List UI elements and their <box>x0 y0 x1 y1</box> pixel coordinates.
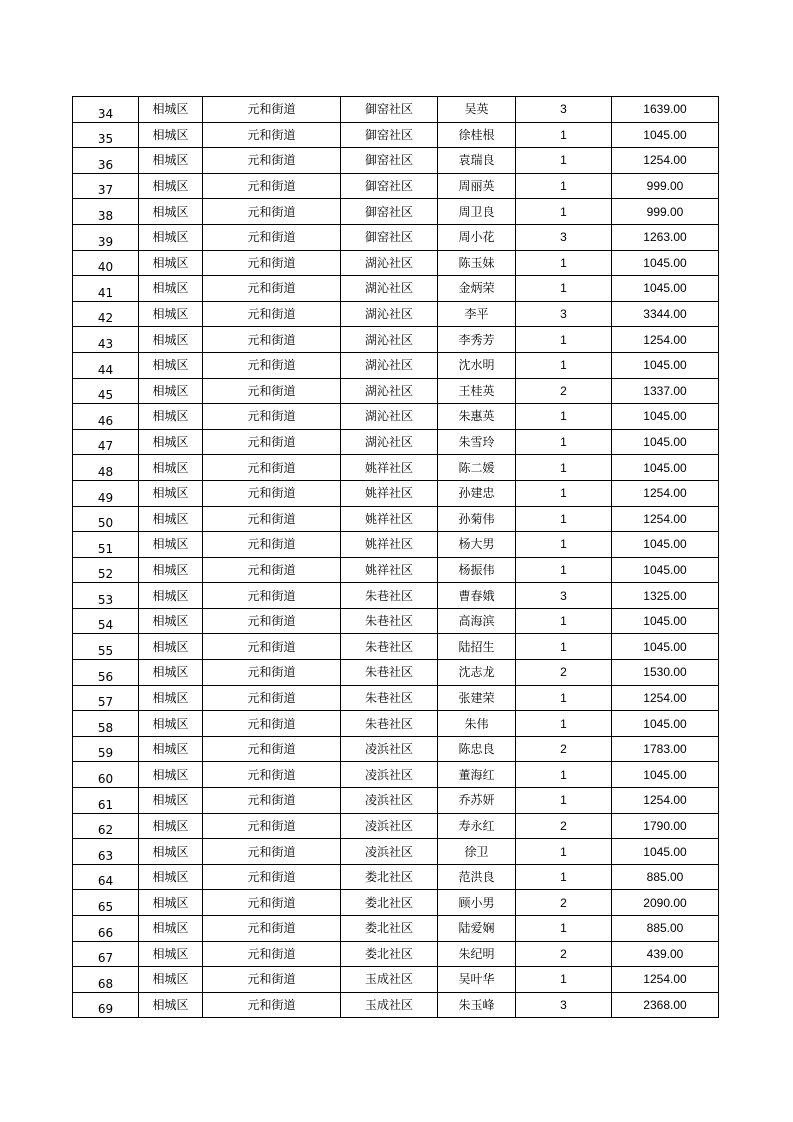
household-count-cell: 1 <box>516 967 612 993</box>
district-cell: 相城区 <box>139 557 203 583</box>
person-name-cell: 徐桂根 <box>438 122 516 148</box>
row-number-cell: 63 <box>73 839 139 865</box>
household-count-cell: 1 <box>516 173 612 199</box>
community-cell: 湖沁社区 <box>341 276 438 302</box>
table-row <box>73 532 719 558</box>
street-cell: 元和街道 <box>203 532 341 558</box>
person-name-cell: 陆招生 <box>438 634 516 660</box>
amount-cell: 1045.00 <box>612 711 719 737</box>
community-cell: 湖沁社区 <box>341 429 438 455</box>
person-name-cell: 董海红 <box>438 762 516 788</box>
street-cell: 元和街道 <box>203 890 341 916</box>
row-number-cell: 38 <box>73 199 139 225</box>
amount-cell: 1337.00 <box>612 378 719 404</box>
row-number-cell: 45 <box>73 378 139 404</box>
person-name-cell: 周丽英 <box>438 173 516 199</box>
district-cell: 相城区 <box>139 660 203 686</box>
street-cell: 元和街道 <box>203 583 341 609</box>
community-cell: 姚祥社区 <box>341 455 438 481</box>
table-row <box>73 762 719 788</box>
community-cell: 朱巷社区 <box>341 608 438 634</box>
street-cell: 元和街道 <box>203 711 341 737</box>
amount-cell: 1045.00 <box>612 122 719 148</box>
community-cell: 湖沁社区 <box>341 404 438 430</box>
amount-cell: 1045.00 <box>612 839 719 865</box>
table-row <box>73 378 719 404</box>
district-cell: 相城区 <box>139 788 203 814</box>
row-number-cell: 39 <box>73 224 139 250</box>
district-cell: 相城区 <box>139 148 203 174</box>
district-cell: 相城区 <box>139 736 203 762</box>
street-cell: 元和街道 <box>203 608 341 634</box>
street-cell: 元和街道 <box>203 685 341 711</box>
amount-cell: 1045.00 <box>612 762 719 788</box>
street-cell: 元和街道 <box>203 557 341 583</box>
household-count-cell: 1 <box>516 250 612 276</box>
district-cell: 相城区 <box>139 327 203 353</box>
community-cell: 凌浜社区 <box>341 788 438 814</box>
person-name-cell: 周卫良 <box>438 199 516 225</box>
person-name-cell: 李平 <box>438 301 516 327</box>
street-cell: 元和街道 <box>203 736 341 762</box>
person-name-cell: 朱纪明 <box>438 941 516 967</box>
household-count-cell: 1 <box>516 762 612 788</box>
amount-cell: 2368.00 <box>612 992 719 1018</box>
district-cell: 相城区 <box>139 506 203 532</box>
community-cell: 御窑社区 <box>341 224 438 250</box>
household-count-cell: 1 <box>516 711 612 737</box>
household-count-cell: 1 <box>516 916 612 942</box>
community-cell: 御窑社区 <box>341 148 438 174</box>
amount-cell: 999.00 <box>612 199 719 225</box>
community-cell: 湖沁社区 <box>341 352 438 378</box>
household-count-cell: 2 <box>516 660 612 686</box>
community-cell: 朱巷社区 <box>341 685 438 711</box>
street-cell: 元和街道 <box>203 224 341 250</box>
street-cell: 元和街道 <box>203 404 341 430</box>
community-cell: 御窑社区 <box>341 199 438 225</box>
table-row <box>73 404 719 430</box>
row-number-cell: 43 <box>73 327 139 353</box>
community-cell: 湖沁社区 <box>341 301 438 327</box>
amount-cell: 1783.00 <box>612 736 719 762</box>
household-count-cell: 1 <box>516 506 612 532</box>
street-cell: 元和街道 <box>203 455 341 481</box>
person-name-cell: 孙菊伟 <box>438 506 516 532</box>
community-cell: 姚祥社区 <box>341 532 438 558</box>
street-cell: 元和街道 <box>203 864 341 890</box>
table-row <box>73 455 719 481</box>
roster-table-body <box>73 97 719 1018</box>
community-cell: 御窑社区 <box>341 122 438 148</box>
street-cell: 元和街道 <box>203 327 341 353</box>
amount-cell: 1254.00 <box>612 685 719 711</box>
row-number-cell: 48 <box>73 455 139 481</box>
street-cell: 元和街道 <box>203 276 341 302</box>
row-number-cell: 50 <box>73 506 139 532</box>
household-count-cell: 1 <box>516 276 612 302</box>
community-cell: 御窑社区 <box>341 97 438 123</box>
amount-cell: 2090.00 <box>612 890 719 916</box>
street-cell: 元和街道 <box>203 941 341 967</box>
household-count-cell: 3 <box>516 301 612 327</box>
person-name-cell: 吴英 <box>438 97 516 123</box>
table-row <box>73 173 719 199</box>
table-row <box>73 122 719 148</box>
table-row <box>73 839 719 865</box>
row-number-cell: 55 <box>73 634 139 660</box>
table-row <box>73 148 719 174</box>
person-name-cell: 徐卫 <box>438 839 516 865</box>
community-cell: 朱巷社区 <box>341 583 438 609</box>
household-count-cell: 3 <box>516 97 612 123</box>
community-cell: 娄北社区 <box>341 941 438 967</box>
district-cell: 相城区 <box>139 532 203 558</box>
person-name-cell: 乔苏妍 <box>438 788 516 814</box>
row-number-cell: 52 <box>73 557 139 583</box>
household-count-cell: 2 <box>516 736 612 762</box>
table-row <box>73 480 719 506</box>
household-count-cell: 1 <box>516 352 612 378</box>
district-cell: 相城区 <box>139 352 203 378</box>
table-row <box>73 199 719 225</box>
amount-cell: 1254.00 <box>612 148 719 174</box>
person-name-cell: 朱玉峰 <box>438 992 516 1018</box>
district-cell: 相城区 <box>139 711 203 737</box>
street-cell: 元和街道 <box>203 634 341 660</box>
table-row <box>73 97 719 123</box>
district-cell: 相城区 <box>139 173 203 199</box>
person-name-cell: 曹春娥 <box>438 583 516 609</box>
table-row <box>73 967 719 993</box>
household-count-cell: 1 <box>516 788 612 814</box>
community-cell: 湖沁社区 <box>341 378 438 404</box>
person-name-cell: 朱惠英 <box>438 404 516 430</box>
street-cell: 元和街道 <box>203 378 341 404</box>
street-cell: 元和街道 <box>203 506 341 532</box>
street-cell: 元和街道 <box>203 122 341 148</box>
row-number-cell: 44 <box>73 352 139 378</box>
amount-cell: 1045.00 <box>612 404 719 430</box>
table-row <box>73 608 719 634</box>
community-cell: 凌浜社区 <box>341 736 438 762</box>
amount-cell: 1254.00 <box>612 506 719 532</box>
person-name-cell: 杨振伟 <box>438 557 516 583</box>
district-cell: 相城区 <box>139 634 203 660</box>
household-count-cell: 1 <box>516 148 612 174</box>
person-name-cell: 孙建忠 <box>438 480 516 506</box>
district-cell: 相城区 <box>139 404 203 430</box>
table-row <box>73 429 719 455</box>
row-number-cell: 58 <box>73 711 139 737</box>
street-cell: 元和街道 <box>203 916 341 942</box>
row-number-cell: 34 <box>73 97 139 123</box>
district-cell: 相城区 <box>139 480 203 506</box>
amount-cell: 885.00 <box>612 916 719 942</box>
row-number-cell: 42 <box>73 301 139 327</box>
district-cell: 相城区 <box>139 864 203 890</box>
table-row <box>73 583 719 609</box>
person-name-cell: 陈玉妹 <box>438 250 516 276</box>
district-cell: 相城区 <box>139 813 203 839</box>
street-cell: 元和街道 <box>203 429 341 455</box>
person-name-cell: 陈二媛 <box>438 455 516 481</box>
person-name-cell: 沈志龙 <box>438 660 516 686</box>
community-cell: 娄北社区 <box>341 864 438 890</box>
row-number-cell: 54 <box>73 608 139 634</box>
street-cell: 元和街道 <box>203 839 341 865</box>
row-number-cell: 41 <box>73 276 139 302</box>
community-cell: 姚祥社区 <box>341 557 438 583</box>
community-cell: 朱巷社区 <box>341 634 438 660</box>
community-cell: 娄北社区 <box>341 916 438 942</box>
table-row <box>73 634 719 660</box>
street-cell: 元和街道 <box>203 992 341 1018</box>
district-cell: 相城区 <box>139 992 203 1018</box>
district-cell: 相城区 <box>139 455 203 481</box>
person-name-cell: 陆爱娴 <box>438 916 516 942</box>
table-row <box>73 890 719 916</box>
household-count-cell: 1 <box>516 864 612 890</box>
person-name-cell: 王桂英 <box>438 378 516 404</box>
district-cell: 相城区 <box>139 967 203 993</box>
community-cell: 姚祥社区 <box>341 480 438 506</box>
street-cell: 元和街道 <box>203 967 341 993</box>
amount-cell: 1045.00 <box>612 608 719 634</box>
table-row <box>73 788 719 814</box>
community-cell: 玉成社区 <box>341 967 438 993</box>
community-cell: 玉成社区 <box>341 992 438 1018</box>
table-row <box>73 327 719 353</box>
amount-cell: 1325.00 <box>612 583 719 609</box>
street-cell: 元和街道 <box>203 173 341 199</box>
district-cell: 相城区 <box>139 224 203 250</box>
district-cell: 相城区 <box>139 685 203 711</box>
person-name-cell: 朱伟 <box>438 711 516 737</box>
district-cell: 相城区 <box>139 608 203 634</box>
street-cell: 元和街道 <box>203 813 341 839</box>
amount-cell: 1254.00 <box>612 967 719 993</box>
district-cell: 相城区 <box>139 250 203 276</box>
household-count-cell: 1 <box>516 199 612 225</box>
amount-cell: 1263.00 <box>612 224 719 250</box>
row-number-cell: 53 <box>73 583 139 609</box>
table-row <box>73 506 719 532</box>
street-cell: 元和街道 <box>203 199 341 225</box>
amount-cell: 1254.00 <box>612 327 719 353</box>
amount-cell: 439.00 <box>612 941 719 967</box>
row-number-cell: 49 <box>73 480 139 506</box>
household-count-cell: 1 <box>516 608 612 634</box>
table-row <box>73 711 719 737</box>
row-number-cell: 69 <box>73 992 139 1018</box>
district-cell: 相城区 <box>139 301 203 327</box>
district-cell: 相城区 <box>139 97 203 123</box>
row-number-cell: 68 <box>73 967 139 993</box>
row-number-cell: 56 <box>73 660 139 686</box>
table-row <box>73 224 719 250</box>
household-count-cell: 3 <box>516 583 612 609</box>
table-row <box>73 736 719 762</box>
amount-cell: 1045.00 <box>612 276 719 302</box>
district-cell: 相城区 <box>139 916 203 942</box>
community-cell: 凌浜社区 <box>341 813 438 839</box>
row-number-cell: 62 <box>73 813 139 839</box>
district-cell: 相城区 <box>139 429 203 455</box>
street-cell: 元和街道 <box>203 301 341 327</box>
amount-cell: 1045.00 <box>612 532 719 558</box>
person-name-cell: 寿永红 <box>438 813 516 839</box>
row-number-cell: 64 <box>73 864 139 890</box>
table-row <box>73 250 719 276</box>
amount-cell: 885.00 <box>612 864 719 890</box>
district-cell: 相城区 <box>139 941 203 967</box>
table-row <box>73 685 719 711</box>
table-row <box>73 352 719 378</box>
person-name-cell: 陈忠良 <box>438 736 516 762</box>
household-count-cell: 1 <box>516 557 612 583</box>
person-name-cell: 金炳荣 <box>438 276 516 302</box>
street-cell: 元和街道 <box>203 660 341 686</box>
community-cell: 朱巷社区 <box>341 711 438 737</box>
amount-cell: 999.00 <box>612 173 719 199</box>
row-number-cell: 51 <box>73 532 139 558</box>
district-cell: 相城区 <box>139 199 203 225</box>
row-number-cell: 65 <box>73 890 139 916</box>
household-count-cell: 3 <box>516 224 612 250</box>
household-count-cell: 1 <box>516 685 612 711</box>
row-number-cell: 37 <box>73 173 139 199</box>
household-count-cell: 3 <box>516 992 612 1018</box>
household-count-cell: 1 <box>516 634 612 660</box>
table-row <box>73 864 719 890</box>
row-number-cell: 36 <box>73 148 139 174</box>
street-cell: 元和街道 <box>203 788 341 814</box>
district-cell: 相城区 <box>139 276 203 302</box>
street-cell: 元和街道 <box>203 97 341 123</box>
amount-cell: 3344.00 <box>612 301 719 327</box>
person-name-cell: 李秀芳 <box>438 327 516 353</box>
household-count-cell: 2 <box>516 941 612 967</box>
district-cell: 相城区 <box>139 890 203 916</box>
household-count-cell: 1 <box>516 122 612 148</box>
table-row <box>73 916 719 942</box>
table-row <box>73 941 719 967</box>
community-cell: 凌浜社区 <box>341 762 438 788</box>
district-cell: 相城区 <box>139 122 203 148</box>
community-cell: 湖沁社区 <box>341 327 438 353</box>
community-cell: 朱巷社区 <box>341 660 438 686</box>
street-cell: 元和街道 <box>203 762 341 788</box>
street-cell: 元和街道 <box>203 352 341 378</box>
row-number-cell: 47 <box>73 429 139 455</box>
amount-cell: 1045.00 <box>612 352 719 378</box>
person-name-cell: 沈水明 <box>438 352 516 378</box>
district-cell: 相城区 <box>139 762 203 788</box>
community-cell: 湖沁社区 <box>341 250 438 276</box>
street-cell: 元和街道 <box>203 480 341 506</box>
household-count-cell: 2 <box>516 890 612 916</box>
household-count-cell: 1 <box>516 404 612 430</box>
row-number-cell: 67 <box>73 941 139 967</box>
person-name-cell: 吴叶华 <box>438 967 516 993</box>
household-count-cell: 1 <box>516 429 612 455</box>
person-name-cell: 朱雪玲 <box>438 429 516 455</box>
row-number-cell: 60 <box>73 762 139 788</box>
community-cell: 姚祥社区 <box>341 506 438 532</box>
community-cell: 凌浜社区 <box>341 839 438 865</box>
community-cell: 娄北社区 <box>341 890 438 916</box>
person-name-cell: 范洪良 <box>438 864 516 890</box>
person-name-cell: 杨大男 <box>438 532 516 558</box>
amount-cell: 1530.00 <box>612 660 719 686</box>
row-number-cell: 46 <box>73 404 139 430</box>
household-count-cell: 1 <box>516 455 612 481</box>
household-count-cell: 2 <box>516 813 612 839</box>
row-number-cell: 57 <box>73 685 139 711</box>
person-name-cell: 高海滨 <box>438 608 516 634</box>
amount-cell: 1045.00 <box>612 634 719 660</box>
table-row <box>73 301 719 327</box>
household-count-cell: 1 <box>516 839 612 865</box>
person-name-cell: 张建荣 <box>438 685 516 711</box>
table-row <box>73 813 719 839</box>
table-row <box>73 992 719 1018</box>
person-name-cell: 周小花 <box>438 224 516 250</box>
amount-cell: 1790.00 <box>612 813 719 839</box>
amount-cell: 1045.00 <box>612 250 719 276</box>
household-count-cell: 1 <box>516 480 612 506</box>
table-row <box>73 557 719 583</box>
amount-cell: 1045.00 <box>612 429 719 455</box>
amount-cell: 1639.00 <box>612 97 719 123</box>
roster-table <box>72 96 719 1018</box>
person-name-cell: 顾小男 <box>438 890 516 916</box>
row-number-cell: 66 <box>73 916 139 942</box>
street-cell: 元和街道 <box>203 250 341 276</box>
household-count-cell: 2 <box>516 378 612 404</box>
household-count-cell: 1 <box>516 327 612 353</box>
district-cell: 相城区 <box>139 583 203 609</box>
row-number-cell: 59 <box>73 736 139 762</box>
table-row <box>73 660 719 686</box>
row-number-cell: 61 <box>73 788 139 814</box>
household-count-cell: 1 <box>516 532 612 558</box>
district-cell: 相城区 <box>139 839 203 865</box>
amount-cell: 1254.00 <box>612 480 719 506</box>
community-cell: 御窑社区 <box>341 173 438 199</box>
amount-cell: 1254.00 <box>612 788 719 814</box>
amount-cell: 1045.00 <box>612 557 719 583</box>
person-name-cell: 袁瑞良 <box>438 148 516 174</box>
street-cell: 元和街道 <box>203 148 341 174</box>
row-number-cell: 35 <box>73 122 139 148</box>
district-cell: 相城区 <box>139 378 203 404</box>
table-row <box>73 276 719 302</box>
amount-cell: 1045.00 <box>612 455 719 481</box>
row-number-cell: 40 <box>73 250 139 276</box>
